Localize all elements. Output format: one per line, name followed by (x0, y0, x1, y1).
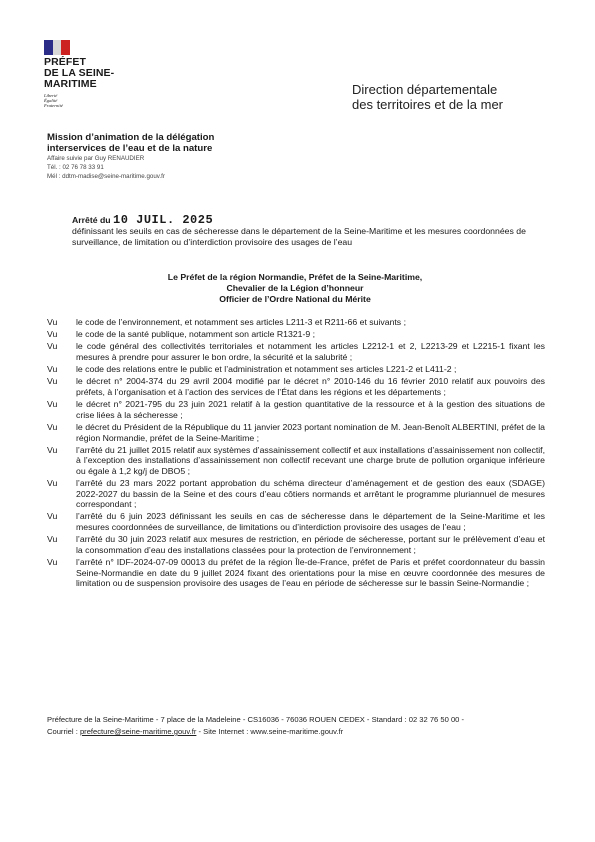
vu-label: Vu (47, 557, 58, 567)
vu-label: Vu (47, 364, 58, 375)
marianne-flag-icon (44, 40, 70, 55)
vu-item (47, 534, 545, 557)
direction-line: des territoires et de la mer (352, 97, 504, 112)
devise-line: Fraternité (44, 103, 63, 109)
vu-item (47, 422, 545, 445)
vu-item (47, 478, 545, 511)
mission-contact (47, 154, 307, 181)
vu-label: Vu (47, 478, 58, 489)
prefet-line: PRÉFET (44, 56, 87, 68)
vu-label: Vu (47, 329, 58, 340)
page-footer (47, 714, 547, 738)
vu-label: Vu (47, 444, 58, 455)
contact-line: Tél. : 02 76 78 33 91 (47, 164, 104, 171)
arrete-label: Arrêté du (72, 215, 111, 225)
prefecture-logo (44, 40, 144, 109)
vu-text: l’arrêté n° IDF-2024-07-09 00013 du préfet de la région Île-de-France, préfet de Paris et préfet coordonnateur du bassin Seine-Normandie en date du 9 juillet 2024 fixant des orientations pour la mise en œuvre coordonnée des mesures de limitation ou de suspension provisoire des usages de l’eau en période de sécheresse sur le bassin Seine-Normandie ; (76, 557, 545, 589)
vu-label: Vu (47, 317, 58, 327)
vu-label: Vu (47, 421, 58, 432)
vu-text: le décret du Président de la République du 11 janvier 2023 portant nomination de M. Jean-Benoît ALBERTINI, préfet de la région Normandie, préfet de la Seine-Maritime ; (76, 421, 545, 443)
vu-text: le code général des collectivités territoriales et notamment les articles L2212-1 et 2, L2213-29 et L2215-1 fixant les mesures à prendre pour assurer le bon ordre, la sécurité et la salubrité ; (76, 341, 545, 362)
vu-text: le décret n° 2021-795 du 23 juin 2021 relatif à la gestion quantitative de la ressource et à la gestion des situations de crise liées à la sécheresse ; (76, 399, 545, 420)
prefet-name (44, 57, 144, 90)
vu-list (47, 317, 545, 590)
vu-item (47, 511, 545, 534)
vu-label: Vu (47, 534, 58, 545)
footer-site: - Site Internet : www.seine-maritime.gouv.fr (198, 727, 344, 736)
prefet-title-line: Officier de l’Ordre National du Mérite (219, 294, 371, 304)
vu-text: l’arrêté du 30 juin 2023 relatif aux mesures de restriction, en période de sécheresse, portant sur le prélèvement d’eau et la consommation d’eau des installations classées pour la protection de l’environnement ; (76, 534, 545, 555)
mission-title (47, 132, 307, 154)
prefet-line: MARITIME (44, 78, 97, 90)
prefet-title-line: Le Préfet de la région Normandie, Préfet de la Seine-Maritime, (167, 272, 423, 282)
arrete-header (72, 215, 542, 248)
vu-item (47, 317, 545, 329)
vu-text: le code des relations entre le public et l’administration et notamment ses articles L221-2 et L411-2 ; (76, 364, 457, 375)
arrete-date-stamp: 10 JUIL. 2025 (113, 213, 214, 227)
vu-label: Vu (47, 376, 58, 387)
contact-line: Affaire suivie par Guy RENAUDIER (47, 155, 145, 162)
footer-courriel-label: Courriel : (47, 727, 78, 736)
footer-address: Préfecture de la Seine-Maritime - 7 place de la Madeleine - CS16036 - 76036 ROUEN CEDEX - Standard : 02 32 76 50 00 - (47, 715, 465, 724)
vu-label: Vu (47, 341, 58, 352)
mission-title-line: interservices de l’eau et de la nature (47, 143, 213, 154)
direction-line: Direction départementale (352, 82, 498, 97)
vu-text: l’arrêté du 21 juillet 2015 relatif aux systèmes d’assainissement collectif et aux installations d’assainissement non collectif, à l’exception des installations d’assainissement non collectif recevant une charge brute de pollution organique inférieure ou égale à 1,2 kg/j de DBO5 ; (76, 444, 545, 476)
vu-item (47, 376, 545, 399)
vu-item (47, 341, 545, 364)
vu-text: le code de la santé publique, notamment son article R1321-9 ; (76, 329, 316, 340)
vu-label: Vu (47, 511, 58, 522)
prefet-titles (60, 272, 530, 305)
vu-item (47, 364, 545, 376)
vu-text: l’arrêté du 23 mars 2022 portant approbation du schéma directeur d’aménagement et de gestion des eaux (SDAGE) 2022-2027 du bassin de la Seine et des cours d’eau côtiers normands et arrêtant le programme pluriannuel de mesures correspondant ; (76, 478, 545, 510)
vu-text: le code de l’environnement, et notamment ses articles L211-3 et R211-66 et suivants ; (76, 317, 406, 327)
footer-contact (47, 726, 547, 738)
contact-line: Mél : ddtm-madise@seine-maritime.gouv.fr (47, 173, 165, 180)
vu-item (47, 399, 545, 422)
vu-text: l’arrêté du 6 juin 2023 définissant les seuils en cas de sécheresse dans le département de la Seine-Maritime et les mesures coordonnées de surveillance, de limitations ou d’interdiction provisoire des usages de l’eau ; (76, 511, 545, 533)
direction-title (352, 82, 552, 112)
prefet-title-line: Chevalier de la Légion d’honneur (226, 283, 364, 293)
devise (44, 93, 144, 109)
arrete-object: définissant les seuils en cas de sécheresse dans le département de la Seine-Maritime et les mesures coordonnées de surveillance, de limitation ou d’interdiction provisoire des usages de l’eau (72, 226, 526, 247)
vu-text: le décret n° 2004-374 du 29 avril 2004 modifié par le décret n° 2010-146 du 16 février 2010 relatif aux pouvoirs des préfets, à l’organisation et à l’action des services de l’État dans les régions et les départements ; (76, 376, 545, 397)
mission-block (47, 132, 307, 181)
vu-item (47, 445, 545, 478)
prefet-line: DE LA SEINE- (44, 67, 115, 79)
vu-item (47, 329, 545, 341)
devise-line: Égalité (44, 98, 58, 104)
footer-email-link[interactable]: prefecture@seine-maritime.gouv.fr (79, 727, 197, 736)
vu-item (47, 557, 545, 590)
mission-title-line: Mission d’animation de la délégation (47, 132, 215, 143)
devise-line: Liberté (44, 93, 58, 98)
vu-label: Vu (47, 399, 58, 410)
